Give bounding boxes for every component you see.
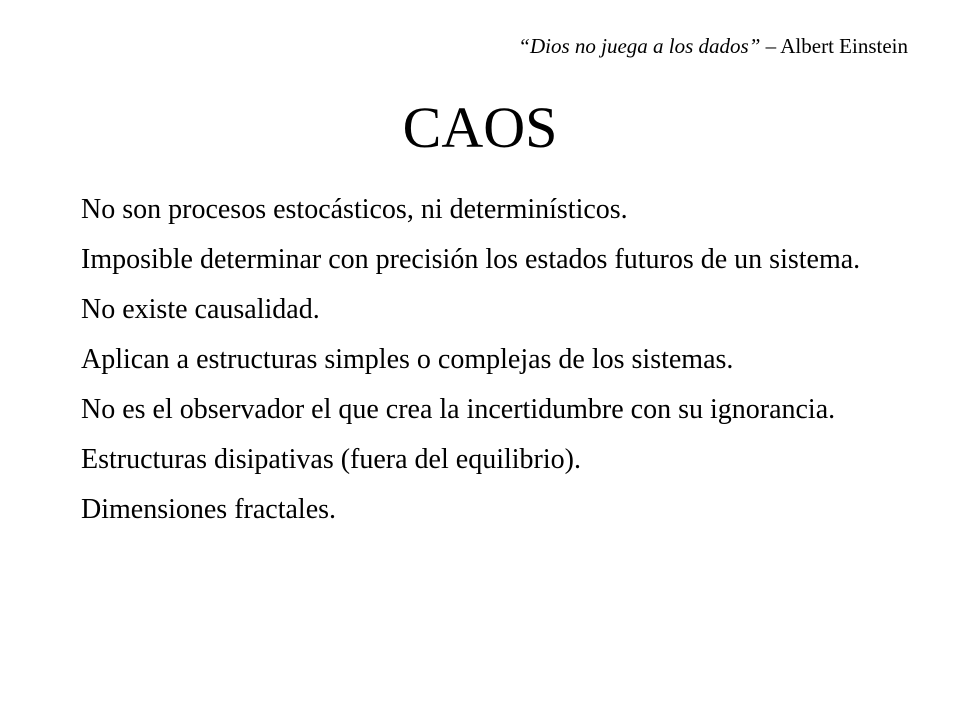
quote-text: “Dios no juega a los dados” bbox=[518, 34, 761, 58]
epigraph-quote bbox=[518, 32, 908, 60]
slide-title: CAOS bbox=[402, 95, 558, 160]
list-item: No son procesos estocásticos, ni determinísticos. bbox=[81, 194, 628, 225]
list-item: Estructuras disipativas (fuera del equilibrio). bbox=[81, 444, 581, 475]
list-item: No es el observador el que crea la incertidumbre con su ignorancia. bbox=[81, 394, 836, 425]
list-item: No existe causalidad. bbox=[81, 294, 320, 325]
bullet-list bbox=[81, 193, 881, 543]
list-item: Aplican a estructuras simples o complejas de los sistemas. bbox=[81, 344, 734, 375]
list-item: Imposible determinar con precisión los estados futuros de un sistema. bbox=[81, 244, 861, 275]
quote-attribution: – Albert Einstein bbox=[760, 34, 908, 58]
list-item: Dimensiones fractales. bbox=[81, 494, 337, 525]
